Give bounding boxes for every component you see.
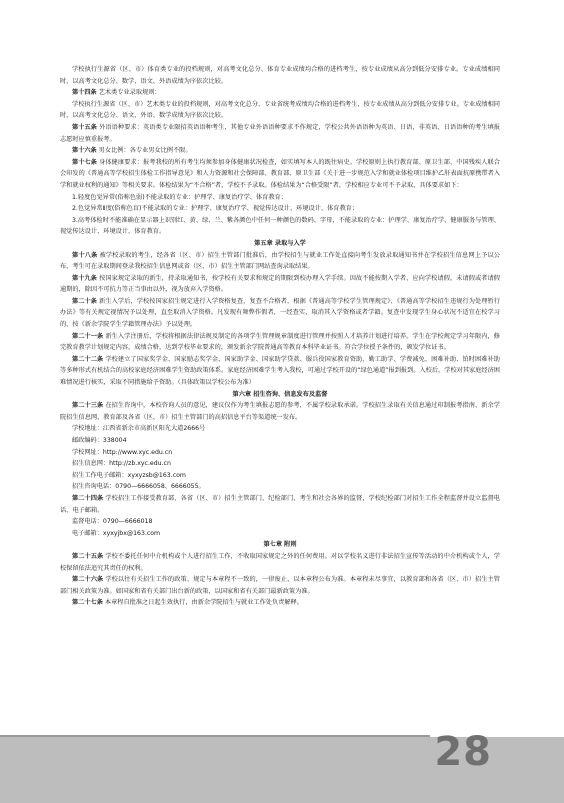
article-label: 第二十五条 — [72, 552, 104, 560]
article-label: 第十五条 — [72, 123, 98, 131]
article-label: 第二十六条 — [72, 576, 104, 584]
paragraph-text: 学校以往有关招生工作的政策、规定与本章程不一致的，一律废止，以本章程公布为准。本章程未尽事宜，以教育部和各省（区、市）招生主管部门相关政策为准。如国家和省有关部门出台新的政策，以国家和省有关部门最新政策为准。 — [60, 576, 500, 595]
paragraph — [60, 145, 500, 157]
paragraph-text: 招生工作电子邮箱：xyxyzsb@163.com — [72, 471, 186, 479]
paragraph — [60, 203, 500, 215]
paragraph — [60, 574, 500, 597]
paragraph-text: 外语语种要求：英语类专业限招英语语种考生，其他专业外语语种要求不作规定，学校公共外语语种为英语、日语，非英语、日语语种的考生填报志愿时应慎重报考。 — [60, 123, 500, 143]
paragraph — [60, 273, 500, 296]
paragraph — [60, 551, 500, 574]
chapter-heading — [60, 238, 500, 250]
paragraph — [60, 597, 500, 609]
contact-line — [60, 423, 500, 435]
paragraph — [60, 250, 500, 273]
chapter-heading-text: 第六章 招生咨询、信息发布及监督 — [232, 390, 328, 398]
paragraph — [60, 354, 500, 389]
paragraph — [60, 99, 500, 122]
contact-line — [60, 481, 500, 493]
chapter-heading-text: 第七章 附则 — [263, 541, 297, 549]
paragraph-text: 新生入学后，学校按国家招生规定进行入学资格复查，复查不合格者，根据《普通高等学校学生管理规定》、《普通高等学校招生违规行为处理暂行办法》等有关规定视情况予以处理，直至取消入学资格。凡发现有舞弊作假者，一经查实，取消其入学资格或者学籍。复查中发现学生身心状况不适宜在校学习的，按《新余学院学生学籍管理办法》予以处理。 — [60, 297, 501, 329]
paragraph-text: 招生信息网：http://zb.xyc.edu.cn — [72, 460, 171, 468]
paragraph-text: 艺术类专业录取规则： — [98, 89, 161, 97]
article-label: 第二十二条 — [72, 355, 104, 363]
paragraph-text: 学校执行生源省（区、市）艺术类专业的投档规则，对高考文化总分、专业省统考成绩均合格的进档考生，按专业成绩从高分到低分安排专业。专业成绩相同时，以高考文化总分、语文、外语、数学成绩为序依次比较。 — [60, 100, 500, 120]
paragraph-text: 身体健康要求：报考我校的所有考生均须参加身体健康状况检查，如实填写本人的既往病史。学校原则上执行教育部、原卫生部、中国残疾人联合会印发的《普通高等学校招生体检工作指导意见》和人力资源和社会保障部、教育部、原卫生部《关于进一步规范入学和就业体检项目维护乙肝表面抗原携带者入学和就业权利的通知》等相关要求。体检结果为“不合格”者，学校不予录取。体检结果为“合格受限”者，学校相应专业可不予录取，具体要求如下： — [60, 158, 500, 189]
paragraph-text: 学校不委托任何中介机构或个人进行招生工作，不收取国家规定之外的任何费用。对以学校名义进行非法招生宣传等活动的中介机构或个人，学校保留依法追究其责任的权利。 — [60, 552, 500, 572]
paragraph — [60, 64, 500, 87]
article-label: 第二十四条 — [72, 494, 104, 502]
contact-line — [60, 458, 500, 470]
paragraph-text: 被学校录取的考生，经各省（区、市）招生主管部门批准后，由学校招生与就业工作处直接向考生发放录取通知书并在学校招生信息网上予以公布，考生可在录取期间登录我校招生信息网或省（区、市）招生主管部门网站查询录取结果。 — [60, 251, 500, 271]
paragraph — [60, 122, 500, 145]
paragraph-text: 学校地址：江西省新余市高新区阳光大道2666号 — [72, 425, 206, 433]
chapter-heading-text: 第五章 录取与入学 — [254, 239, 306, 247]
paragraph — [60, 87, 500, 99]
paragraph-text: 2.色觉异常Ⅱ度(俗称色盲)不能录取的专业：护理学、康复治疗学、视觉传达设计、环境设计、体育教育； — [72, 205, 359, 213]
paragraph-text: 男女比例：各专业男女比例不限。 — [98, 147, 192, 155]
paragraph-text: 在招生咨询中，本校咨询人员的意见，建议仅作为考生填报志愿的参考，不属学校录取承诺。学校招生录取有关信息通过印制报考指南、新余学院招生信息网、教育部及各省（区、市）招生主管部门的高招信息平台等渠道统一发布。 — [60, 402, 500, 421]
paragraph-text: 邮政编码：338004 — [72, 437, 127, 444]
paragraph — [60, 157, 500, 192]
article-label: 第十九条 — [72, 274, 98, 282]
paragraph-text: 电子邮箱：xyxyjbx@163.com — [72, 529, 161, 537]
contact-line — [60, 516, 500, 528]
paragraph-text: 监督电话：0790—6666018 — [72, 518, 153, 526]
paragraph-text: 3.高考体检时不能准确在显示器上识别红、黄、绿、兰、紫各颜色中任何一种颜色的数码、字母，不能录取的专业：护理学、康复治疗学、健康服务与管理、视觉传达设计、环境设计、体育教育。 — [60, 216, 500, 236]
article-label: 第二十七条 — [72, 599, 103, 607]
paragraph-text: 本章程自批准之日起生效执行，由新余学院招生与就业工作处负责解释。 — [104, 599, 303, 607]
contact-line — [60, 435, 500, 447]
paragraph — [60, 296, 500, 331]
paragraph-text: 招生咨询电话：0790—6666058、6666055。 — [72, 483, 205, 491]
article-label: 第十八条 — [72, 251, 98, 259]
paragraph-text: 学校招生工作接受教育部、各省（区、市）招生主管部门、纪检部门、考生和社会各界的监督，学校纪检部门对招生工作全程监督并设立监督电话、电子邮箱。 — [60, 494, 500, 514]
paragraph-text: 学校建立了国家奖学金、国家励志奖学金、国家助学金、国家助学贷款、服兵役国家教育资助、勤工助学、学费减免、困难补助、铂时困难补助等多种形式有机结合的高校家庭经济困难学生资助政策体系。家庭经济困难学生考入我校，可通过学校开设的“绿色通道”报到报到。入校后，学校对其家庭经济困难情况进行核实，采取不同措施给予资助。（具体政策以学校公布为准） — [60, 355, 500, 387]
paragraph-text: 学校网址：http://www.xyc.edu.cn — [72, 448, 173, 456]
page-number: 28 — [434, 729, 492, 775]
contact-line — [60, 470, 500, 482]
paragraph — [60, 215, 500, 238]
article-label: 第十六条 — [72, 147, 97, 155]
chapter-heading — [60, 539, 500, 551]
article-label: 第二十条 — [72, 297, 98, 305]
paragraph — [60, 400, 500, 423]
paragraph-text: 1.轻度色觉异常(俗称色弱)不能录取的专业：护理学、康复治疗学、体育教育； — [72, 193, 287, 201]
document-body — [60, 64, 500, 609]
paragraph — [60, 192, 500, 204]
chapter-heading — [60, 389, 500, 401]
paragraph — [60, 493, 500, 516]
paragraph-text: 新生入学注册后，学校将根据法律法规及制定的各项学生管理规章制度进行管理并按照人才培养计划进行培养。学生在学校规定学习年限内，修完教育教学计划规定内容，成绩合格，达到学校毕业要求的，颁发新余学院普通高等教育本科毕业证书。符合学位授予条件的，颁发学位证书。 — [60, 332, 500, 352]
article-label: 第十七条 — [72, 158, 98, 166]
article-label: 第二十三条 — [72, 402, 104, 410]
contact-line — [60, 447, 500, 459]
article-label: 第十四条 — [72, 89, 97, 97]
paragraph-text: 学校执行生源省（区、市）体育类专业的投档规则，对高考文化总分、体育专业成绩均合格的进档考生，按专业成绩从高分到低分安排专业。专业成绩相同时，以高考文化总分、数学、语文、外语成绩为序依次比较。 — [60, 66, 500, 85]
paragraph — [60, 331, 500, 354]
contact-line — [60, 528, 500, 540]
article-label: 第二十一条 — [72, 332, 104, 340]
paragraph-text: 按国家规定录取的新生，持录取通知书，按学校有关要求和规定的期限到校办理入学手续。因故不能按期入学者，应向学校请假。未请假或者请假逾期的，除因不可抗力等正当事由以外，视为放弃入学资格。 — [60, 274, 500, 294]
